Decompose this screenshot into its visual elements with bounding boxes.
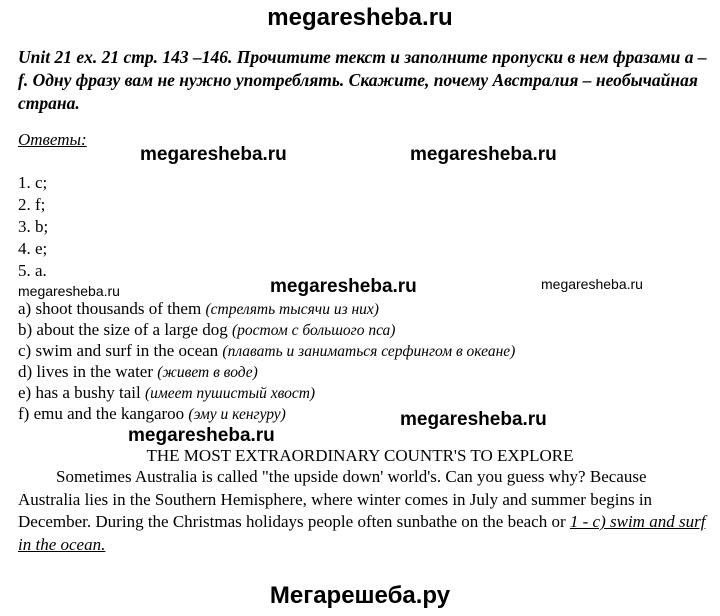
phrase-ru: (стрелять тысячи из них): [205, 301, 379, 318]
phrase-item: [18, 341, 515, 361]
watermark: megaresheba.ru: [400, 409, 547, 430]
text-paragraph: [18, 466, 708, 556]
phrase-ru: (живет в воде): [157, 364, 258, 381]
paragraph-answer: 1 - c) swim and surf in the ocean.: [18, 512, 706, 554]
watermark: megaresheba.ru: [270, 276, 417, 297]
answer-item: 5. a.: [18, 261, 47, 280]
text-title: THE MOST EXTRAORDINARY COUNTR'S TO EXPLORE: [146, 446, 574, 465]
paragraph-text: Sometimes Australia is called "the upside down' world's. Can you guess why? Because Australia lies in the Southern Hemisphere, where winter comes in July and summer begins in December. During the Christmas holidays people often sunbathe on the beach or: [18, 467, 653, 531]
watermark: megaresheba.ru: [140, 144, 287, 165]
phrase-ru: (плавать и заниматься серфингом в океане): [222, 343, 516, 360]
watermark: megaresheba.ru: [410, 144, 557, 165]
answer-item: 1. c;: [18, 173, 48, 192]
phrase-item: [18, 404, 286, 424]
phrase-en: d) lives in the water: [18, 362, 158, 381]
phrase-en: e) has a bushy tail: [18, 383, 145, 402]
exercise-heading: Unit 21 ex. 21 стр. 143 –146. Прочитите текст и заполните пропуски в нем фразами a –f. Одну фразу вам не нужно употреблять. Скажите, почему Австралия – необычайная страна.: [18, 47, 707, 113]
phrase-item: [18, 383, 315, 403]
phrase-en: a) shoot thousands of them: [18, 299, 206, 318]
phrase-item: [18, 299, 379, 319]
answer-item: 2. f;: [18, 195, 46, 214]
phrase-ru: (имеет пушистый хвост): [145, 385, 316, 402]
phrase-ru: (эму и кенгуру): [188, 406, 286, 423]
phrase-item: [18, 320, 395, 340]
answers-label: Ответы:: [18, 130, 87, 149]
phrase-en: c) swim and surf in the ocean: [18, 341, 223, 360]
watermark-bottom: Мегарешеба.ру: [269, 582, 451, 609]
phrase-item: [18, 362, 258, 382]
watermark: megaresheba.ru: [128, 425, 275, 446]
answer-item: 3. b;: [18, 217, 49, 236]
phrase-en: f) emu and the kangaroo: [18, 404, 189, 423]
phrase-en: b) about the size of a large dog: [18, 320, 233, 339]
watermark: megaresheba.ru: [541, 276, 643, 292]
watermark-top: megaresheba.ru: [267, 4, 453, 31]
watermark: megaresheba.ru: [18, 283, 120, 299]
phrase-ru: (ростом с большого пса): [232, 322, 396, 339]
answer-item: 4. e;: [18, 239, 48, 258]
